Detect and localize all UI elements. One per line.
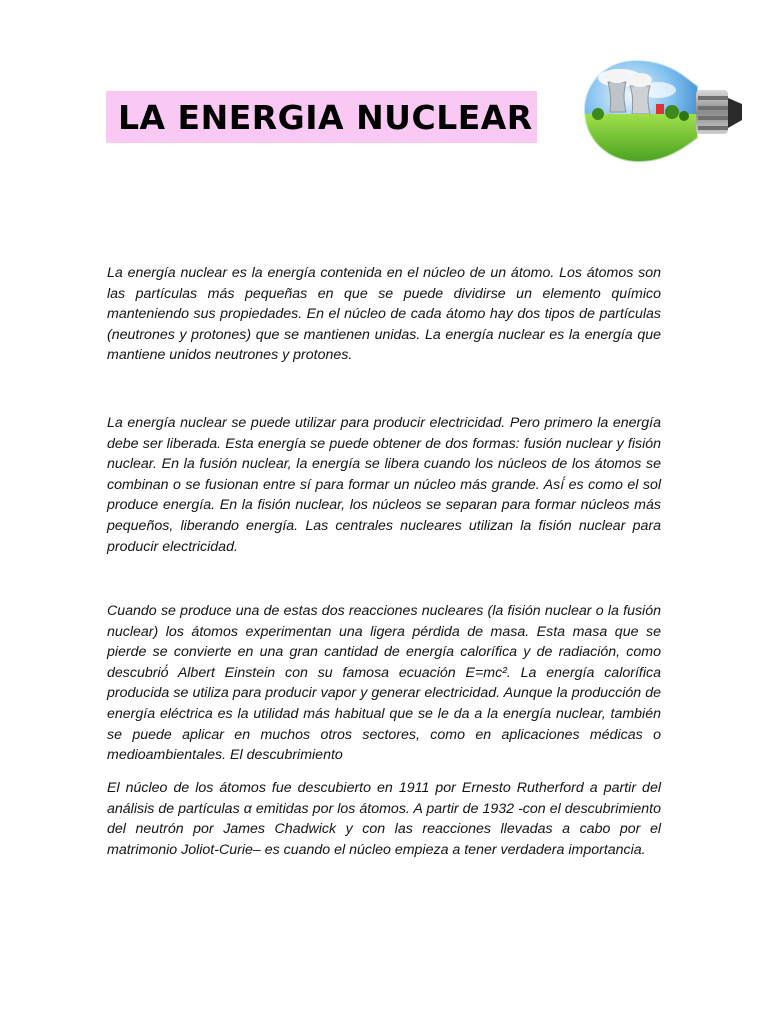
paragraph-3: Cuando se produce una de estas dos reacciones nucleares (la fisión nuclear o la fusión nuclear) los átomos experimentan una ligera pérdida de masa. Esta masa que se pierde se convierte en una gran cantidad de energía calorífica y de radiación, como descubrió́ Albert Einstein con su famosa ecuación E=mc². La energía calorífica producida se utiliza para producir vapor y generar electricidad. Aunque la producción de energía eléctrica es la utilidad más habitual que se le da a la energía nuclear, también se puede aplicar en muchos otros sectores, como en aplicaciones médicas o medioambientales. El descubrimiento: [107, 603, 661, 764]
lightbulb-nuclear-plant-icon: [580, 56, 750, 168]
page-title: LA ENERGIA NUCLEAR: [118, 97, 533, 137]
title-banner: [106, 91, 537, 143]
paragraph-4: El núcleo de los átomos fue descubierto en 1911 por Ernesto Rutherford a partir del análisis de partículas α emitidas por los átomos. A partir de 1932 -con el descubrimiento del neutrón por James Chadwick y con las reacciones llevadas a cabo por el matrimonio Joliot-Curie– es cuando el núcleo empieza a tener verdadera importancia.: [107, 780, 661, 858]
paragraph-2: La energía nuclear se puede utilizar para producir electricidad. Pero primero la energía debe ser liberada. Esta energía se puede obtener de dos formas: fusión nuclear y fisión nuclear. En la fusión nuclear, la energía se libera cuando los núcleos de los átomos se combinan o se fusionan entre sí para formar un núcleo más grande. Así́ es como el sol produce energía. En la fisión nuclear, los núcleos se separan para formar núcleos más pequeños, liberando energía. Las centrales nucleares utilizan la fisión nuclear para producir electricidad.: [107, 415, 661, 555]
paragraph-1: La energía nuclear es la energía contenida en el núcleo de un átomo. Los átomos son las partículas más pequeñas en que se puede dividirse un elemento químico manteniendo sus propiedades. En el núcleo de cada átomo hay dos tipos de partículas (neutrones y protones) que se mantienen unidas. La energía nuclear es la energía que mantiene unidos neutrones y protones.: [107, 265, 661, 364]
